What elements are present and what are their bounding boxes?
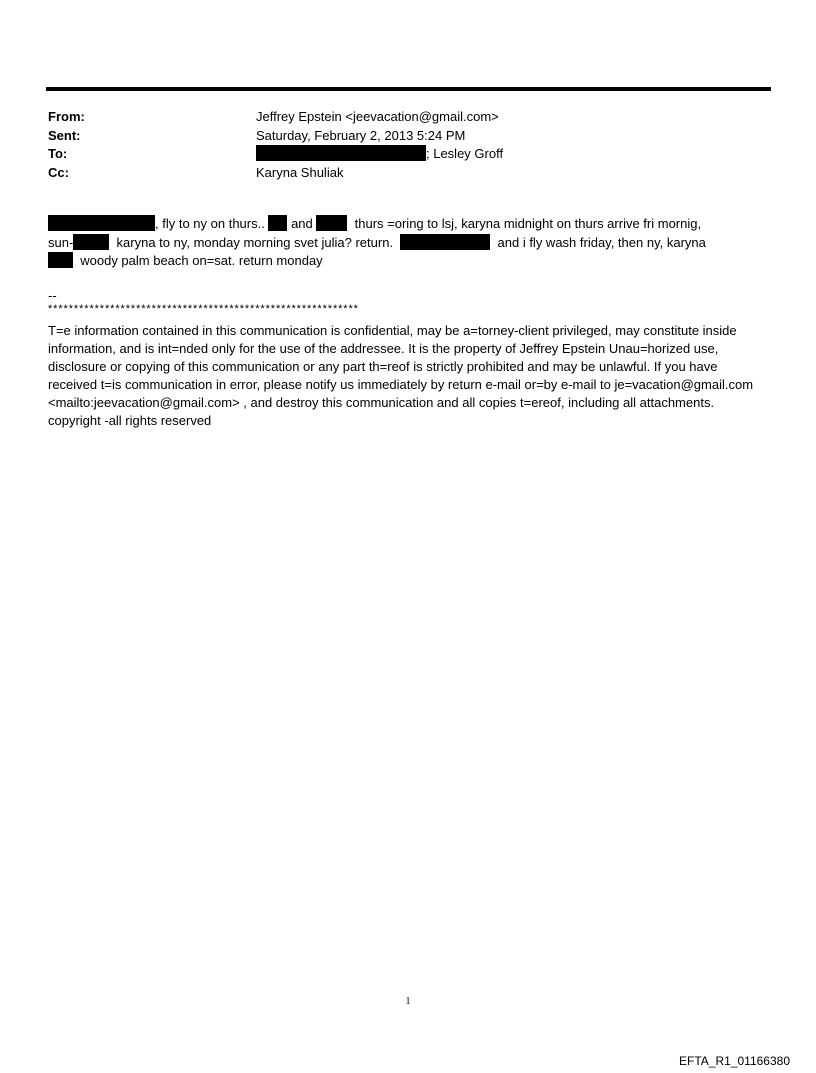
redaction-box bbox=[48, 215, 155, 231]
from-value: Jeffrey Epstein <jeevacation@gmail.com> bbox=[256, 109, 499, 124]
redaction-box bbox=[48, 252, 73, 268]
body-text: and i fly wash friday, then ny, karyna bbox=[497, 234, 706, 250]
message-body bbox=[48, 215, 778, 271]
to-label: To: bbox=[48, 146, 68, 161]
sent-value: Saturday, February 2, 2013 5:24 PM bbox=[256, 127, 466, 143]
body-text: and bbox=[291, 216, 313, 231]
redaction-box bbox=[400, 234, 490, 250]
asterisk-divider: ************************************************************ bbox=[48, 303, 359, 315]
body-line-3 bbox=[48, 252, 778, 271]
cc-value: Karyna Shuliak bbox=[256, 164, 344, 180]
to-value-container bbox=[256, 145, 503, 164]
to-value: ; Lesley Groff bbox=[426, 146, 504, 161]
redaction-box bbox=[316, 215, 347, 231]
body-text: thurs =oring to lsj, karyna midnight on thurs arrive fri mornig, bbox=[354, 216, 702, 231]
page-number: 1 bbox=[405, 996, 411, 1007]
confidentiality-disclaimer: T=e information contained in this communication is confidential, may be a=torney-client privileged, may constitute inside information, and is int=nded only for the use of the addressee. It is the property of Jeffrey Epstein Unau=horized use, disclosure or copying of this communication or any part th=reof is strictly prohibited and may be unlawful. If you have received t=is communication in error, please notify us immediately by return e-mail or=by e-mail to je=vacation@gmail.com <mailto:jeevacation@gmail.com> , and destroy this communication and all copies t=ereof, including all attachments. copyright -all rights reserved bbox=[48, 323, 754, 428]
body-line-2 bbox=[48, 234, 778, 253]
cc-label: Cc: bbox=[48, 164, 69, 180]
header-rule bbox=[46, 87, 771, 91]
body-text: woody palm beach on=sat. return monday bbox=[80, 253, 323, 268]
to-row bbox=[48, 145, 503, 164]
redaction-box bbox=[268, 215, 287, 231]
redaction-box bbox=[256, 145, 426, 161]
redaction-box bbox=[73, 234, 109, 250]
email-header bbox=[48, 108, 503, 182]
body-text: sun- bbox=[48, 234, 74, 250]
signature-separator: -- bbox=[48, 288, 57, 303]
from-label: From: bbox=[48, 109, 85, 124]
cc-row bbox=[48, 164, 503, 183]
sent-label: Sent: bbox=[48, 127, 81, 143]
body-text: karyna to ny, monday morning svet julia? return. bbox=[116, 234, 394, 250]
body-text: , fly to ny on thurs.. bbox=[155, 216, 265, 231]
body-line-1 bbox=[48, 215, 778, 234]
sent-row bbox=[48, 127, 503, 146]
from-row bbox=[48, 108, 503, 127]
document-id: EFTA_R1_01166380 bbox=[679, 1054, 790, 1068]
